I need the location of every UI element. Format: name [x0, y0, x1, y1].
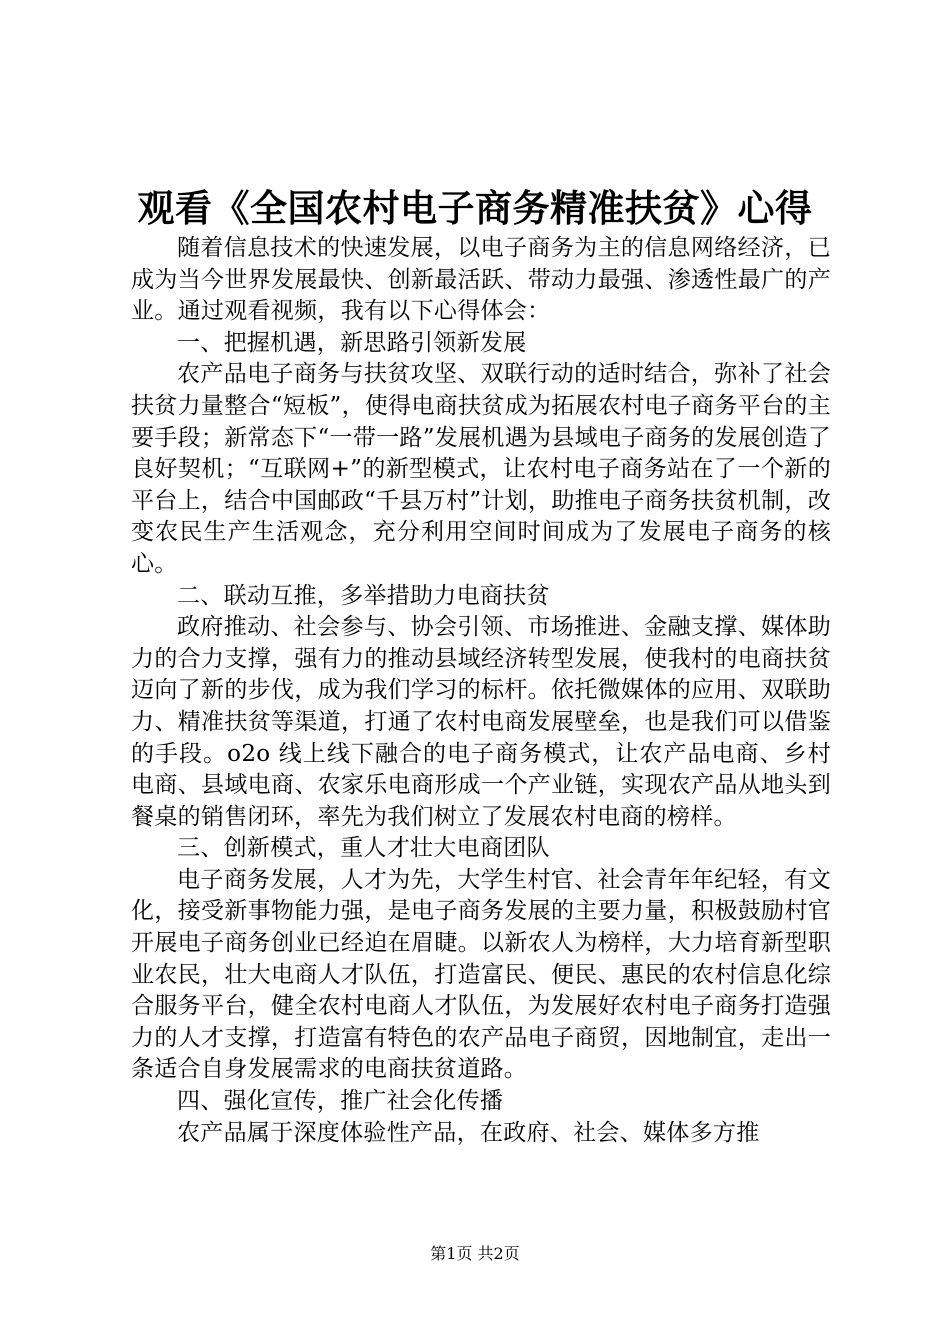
section-heading: 四、强化宣传，推广社会化传播 [177, 1088, 504, 1115]
section-paragraph: 政府推动、社会参与、协会引领、市场推进、金融支撑、媒体助力的合力支撑，强有力的推动县域经济转型发展，使我村的电商扶贫迈向了新的步伐，成为我们学习的标杆。依托微媒体的应用、双联助力、精准扶贫等渠道，打通了农村电商发展壁垒，也是我们可以借鉴的手段。o2o 线上线下融合的电子商务模式，让农产品电商、乡村电商、县域电商、农家乐电商形成一个产业链，实现农产品从地头到餐桌的销售闭环，率先为我们树立了发展农村电商的榜样。 [131, 614, 831, 830]
section-paragraph: 电子商务发展，人才为先，大学生村官、社会青年年纪轻，有文化，接受新事物能力强，是电子商务发展的主要力量，积极鼓励村官开展电子商务创业已经迫在眉睫。以新农人为榜样，大力培育新型职业农民，壮大电商人才队伍，打造富民、便民、惠民的农村信息化综合服务平台，健全农村电商人才队伍，为发展好农村电子商务打造强力的人才支撑，打造富有特色的农产品电子商贸，因地制宜，走出一条适合自身发展需求的电商扶贫道路。 [131, 866, 831, 1083]
section-paragraph: 农产品属于深度体验性产品，在政府、社会、媒体多方推 [177, 1119, 760, 1146]
section-heading: 一、把握机遇，新思路引领新发展 [177, 329, 527, 356]
section-paragraph: 农产品电子商务与扶贫攻坚、双联行动的适时结合，弥补了社会扶贫力量整合“短板”，使得电商扶贫成为拓展农村电子商务平台的主要手段；新常态下“一带一路”发展机遇为县域电子商务的发展创造了良好契机；“互联网+”的新型模式，让农村电子商务站在了一个新的平台上，结合中国邮政“千县万村”计划，助推电子商务扶贫机制，改变农民生产生活观念，充分利用空间时间成为了发展电子商务的核心。 [131, 361, 831, 577]
document-body [131, 233, 831, 1149]
page-footer: 第1页 共2页 [430, 1244, 520, 1263]
section-heading: 三、创新模式，重人才壮大电商团队 [177, 835, 550, 862]
section-heading: 二、联动互推，多举措助力电商扶贫 [177, 582, 550, 609]
intro-paragraph: 随着信息技术的快速发展，以电子商务为主的信息网络经济，已成为当今世界发展最快、创新最活跃、带动力最强、渗透性最广的产业。通过观看视频，我有以下心得体会： [131, 235, 831, 325]
document-title: 观看《全国农村电子商务精准扶贫》心得 [137, 186, 813, 230]
